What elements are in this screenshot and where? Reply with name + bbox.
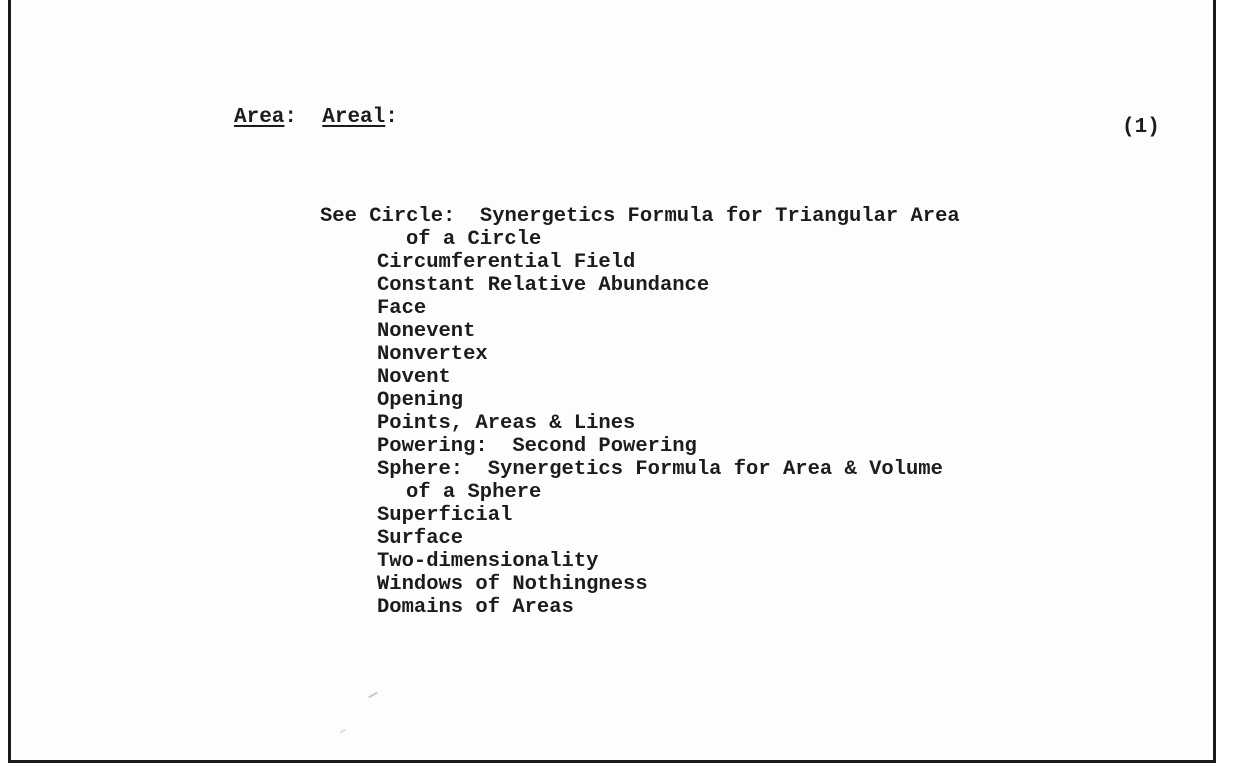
heading-term-areal: Areal [322, 106, 386, 129]
cross-reference-entry: Circumferential Field [377, 251, 636, 274]
cross-reference-entry: Novent [377, 366, 451, 389]
heading-term-area: Area [234, 106, 285, 129]
cross-reference-entry: Opening [377, 389, 464, 412]
cross-reference-entry: Windows of Nothingness [377, 573, 648, 596]
cross-reference-entry: Face [377, 297, 427, 320]
cross-reference-entry: Nonvertex [377, 343, 488, 366]
card-heading [234, 106, 398, 129]
cross-reference-entry [320, 205, 960, 228]
cross-reference-entry-continuation: of a Circle [406, 228, 542, 251]
heading-separator: : [284, 106, 310, 129]
see-label: See [320, 205, 370, 228]
cross-reference-entry: Two-dimensionality [377, 550, 599, 573]
heading-separator: : [385, 106, 398, 129]
entry-text: Circle: Synergetics Formula for Triangular Area [369, 205, 960, 228]
cross-reference-entry: Superficial [377, 504, 513, 527]
cross-reference-entry: Sphere: Synergetics Formula for Area & Volume [377, 458, 943, 481]
card-number: (1) [1122, 116, 1160, 139]
cross-reference-entry: Constant Relative Abundance [377, 274, 710, 297]
cross-reference-entry: Nonevent [377, 320, 476, 343]
cross-reference-entry: Surface [377, 527, 464, 550]
cross-reference-entry: Powering: Second Powering [377, 435, 697, 458]
cross-reference-list [320, 205, 960, 619]
cross-reference-entry: Domains of Areas [377, 596, 574, 619]
cross-reference-entry: Points, Areas & Lines [377, 412, 636, 435]
cross-reference-entry-continuation: of a Sphere [406, 481, 542, 504]
